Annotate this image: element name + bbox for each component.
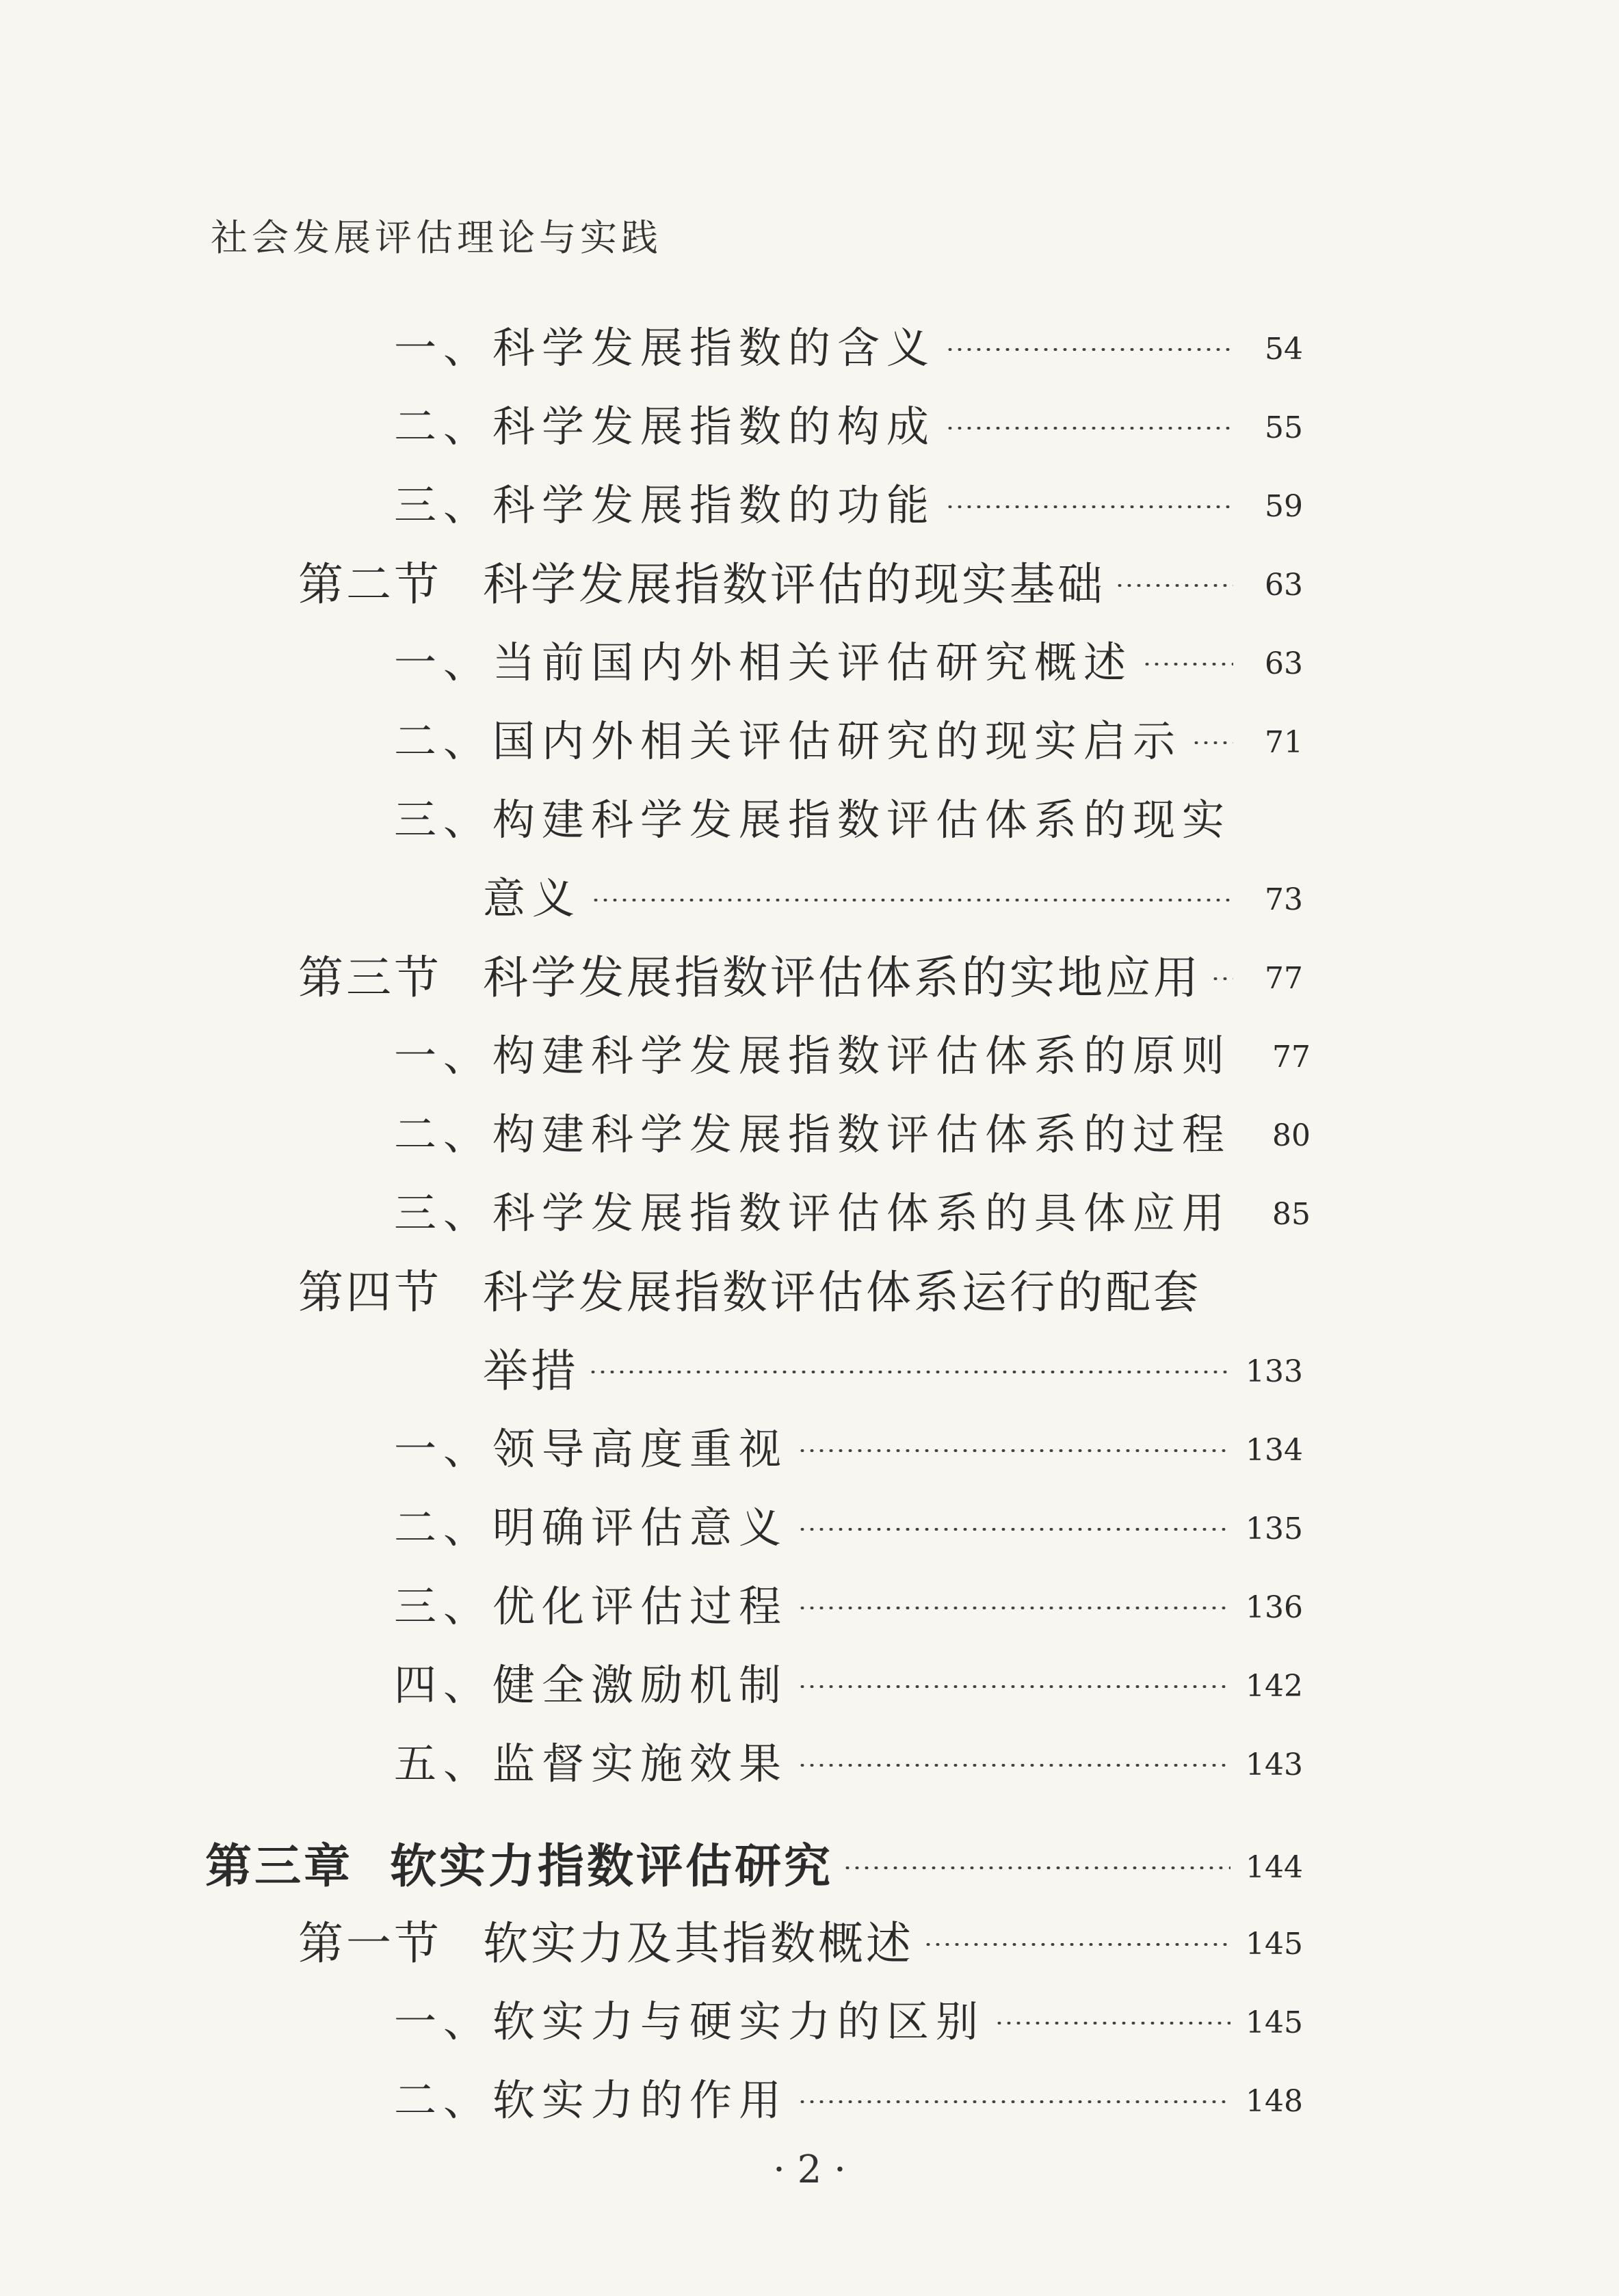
toc-entry bbox=[483, 867, 1303, 922]
toc-entry-number: 二、 bbox=[394, 715, 493, 766]
toc-entry-label: 构建科学发展指数评估体系的过程 bbox=[492, 1109, 1232, 1159]
toc-chapter bbox=[205, 1835, 1303, 1894]
toc-entry-number: 一、 bbox=[394, 637, 493, 687]
toc-entry-label: 领导高度重视 bbox=[492, 1423, 789, 1474]
toc-entry bbox=[394, 474, 1303, 529]
toc-entry-title bbox=[394, 1022, 1231, 1083]
toc-entry-label: 健全激励机制 bbox=[492, 1659, 789, 1710]
dot-leader bbox=[923, 1943, 1230, 1946]
dot-leader bbox=[995, 2022, 1230, 2024]
toc-entry-title bbox=[394, 1730, 788, 1791]
toc-entry-number: 三、 bbox=[394, 794, 493, 845]
toc-entry bbox=[394, 2069, 1303, 2124]
toc-entry-number: 一、 bbox=[394, 1996, 493, 2046]
toc-section bbox=[483, 1339, 1303, 1397]
toc-page-number: 135 bbox=[1246, 1511, 1303, 1546]
toc-entry-number: 第四节 bbox=[298, 1265, 442, 1319]
toc-page-number: 55 bbox=[1265, 410, 1303, 445]
toc-page-number: 77 bbox=[1265, 960, 1303, 996]
toc-entry-label: 意义 bbox=[483, 873, 582, 923]
toc-entry-number: 第一节 bbox=[298, 1916, 442, 1970]
toc-page-number: 85 bbox=[1272, 1196, 1311, 1232]
dot-leader bbox=[798, 1764, 1230, 1767]
toc-entry-title bbox=[298, 1256, 1201, 1321]
toc-page-number: 59 bbox=[1265, 488, 1303, 524]
toc-entry-title bbox=[298, 548, 1105, 613]
dot-leader bbox=[591, 899, 1233, 901]
toc-entry-title bbox=[394, 314, 936, 375]
toc-entry-label: 软实力及其指数概述 bbox=[483, 1916, 914, 1970]
dot-leader bbox=[843, 1866, 1230, 1869]
toc-page-number: 136 bbox=[1246, 1589, 1303, 1625]
toc-entry-number: 二、 bbox=[394, 401, 493, 451]
toc-entry-title bbox=[394, 1988, 985, 2048]
toc-page-number: 145 bbox=[1246, 2005, 1303, 2040]
toc-page-number: 71 bbox=[1265, 724, 1303, 760]
toc-entry-title bbox=[483, 1334, 579, 1399]
toc-page-number: 144 bbox=[1246, 1849, 1303, 1885]
toc-entry bbox=[394, 789, 1231, 843]
toc-entry-title bbox=[394, 707, 1182, 768]
toc-entry-label: 举措 bbox=[483, 1344, 579, 1397]
toc-entry-number: 第二节 bbox=[298, 557, 442, 611]
toc-entry-label: 科学发展指数评估的现实基础 bbox=[483, 557, 1105, 611]
toc-entry-number: 三、 bbox=[394, 479, 493, 530]
toc-entry bbox=[394, 1182, 1311, 1238]
dot-leader bbox=[798, 1685, 1230, 1688]
toc-entry bbox=[394, 1025, 1311, 1081]
toc-entry-title bbox=[298, 1907, 914, 1972]
toc-entry-title bbox=[394, 629, 1133, 689]
toc-entry bbox=[394, 1732, 1303, 1787]
dot-leader bbox=[798, 1449, 1230, 1452]
toc-section bbox=[298, 1912, 1303, 1970]
dot-leader bbox=[945, 427, 1233, 430]
toc-entry-number: 三、 bbox=[394, 1581, 493, 1631]
toc-entry-number: 第三章 bbox=[205, 1838, 354, 1894]
dot-leader bbox=[798, 1607, 1230, 1609]
toc-entry-title bbox=[483, 865, 581, 925]
toc-entry-label: 科学发展指数评估体系的实地应用 bbox=[483, 951, 1201, 1004]
toc-entry-label: 软实力与硬实力的区别 bbox=[492, 1996, 986, 2046]
toc-entry-title bbox=[394, 393, 936, 453]
toc-entry-number: 二、 bbox=[394, 1109, 493, 1159]
toc-entry-title bbox=[394, 1494, 788, 1555]
toc-entry bbox=[394, 395, 1303, 450]
dot-leader bbox=[945, 505, 1233, 508]
toc-entry bbox=[394, 1418, 1303, 1473]
toc-page-number: 63 bbox=[1265, 646, 1303, 681]
toc-page-number: 148 bbox=[1246, 2083, 1303, 2119]
page-number: · 2 · bbox=[773, 2148, 846, 2192]
toc-entry-number: 三、 bbox=[394, 1187, 493, 1238]
toc-entry-title bbox=[394, 1179, 1231, 1240]
dot-leader bbox=[798, 1528, 1230, 1531]
toc-entry-number: 一、 bbox=[394, 322, 493, 373]
toc-entry-label: 科学发展指数的功能 bbox=[492, 479, 936, 530]
toc-entry-number: 二、 bbox=[394, 1502, 493, 1553]
dot-leader bbox=[1192, 741, 1233, 744]
toc-entry-number: 二、 bbox=[394, 2074, 493, 2125]
toc-entry-title bbox=[394, 1415, 788, 1476]
toc-entry-title bbox=[205, 1830, 833, 1896]
toc-entry-label: 明确评估意义 bbox=[492, 1502, 789, 1553]
toc-entry-number: 一、 bbox=[394, 1423, 493, 1474]
toc-entry-label: 构建科学发展指数评估体系的原则 bbox=[492, 1030, 1232, 1081]
toc-page-number: 133 bbox=[1246, 1354, 1303, 1389]
toc-page-number: 134 bbox=[1246, 1432, 1303, 1468]
toc-entry-title bbox=[394, 786, 1231, 847]
toc-entry bbox=[394, 1103, 1311, 1159]
toc-entry bbox=[394, 631, 1303, 686]
toc-section bbox=[298, 946, 1303, 1004]
toc-entry-label: 科学发展指数的构成 bbox=[492, 401, 936, 451]
dot-leader bbox=[1142, 663, 1233, 665]
dot-leader bbox=[798, 2100, 1230, 2103]
toc-page-number: 143 bbox=[1246, 1747, 1303, 1782]
toc-entry bbox=[394, 1496, 1303, 1551]
dot-leader bbox=[1211, 977, 1233, 980]
dot-leader bbox=[945, 348, 1233, 351]
dot-leader bbox=[1115, 584, 1233, 587]
toc-entry bbox=[394, 1575, 1303, 1630]
toc-entry-title bbox=[394, 2066, 788, 2127]
toc-entry-label: 科学发展指数的含义 bbox=[492, 322, 936, 373]
toc-entry-label: 当前国内外相关评估研究概述 bbox=[492, 637, 1133, 687]
toc-entry-title bbox=[394, 1651, 788, 1712]
toc-entry-number: 四、 bbox=[394, 1659, 493, 1710]
toc-page-number: 63 bbox=[1265, 567, 1303, 603]
toc-entry bbox=[394, 1990, 1303, 2045]
toc-entry-label: 构建科学发展指数评估体系的现实 bbox=[492, 794, 1232, 845]
toc-entry-number: 第三节 bbox=[298, 951, 442, 1004]
toc-entry-number: 五、 bbox=[394, 1738, 493, 1789]
toc-page-number: 54 bbox=[1265, 331, 1303, 367]
toc-entry-label: 软实力的作用 bbox=[492, 2074, 789, 2125]
toc-section bbox=[298, 553, 1303, 611]
toc-entry-label: 科学发展指数评估体系的具体应用 bbox=[492, 1187, 1232, 1238]
toc-entry-label: 监督实施效果 bbox=[492, 1738, 789, 1789]
toc-entry-title bbox=[394, 1100, 1231, 1161]
toc-entry bbox=[394, 710, 1303, 765]
toc-entry-title bbox=[394, 1572, 788, 1633]
toc-entry-number: 一、 bbox=[394, 1030, 493, 1081]
toc-entry-label: 国内外相关评估研究的现实启示 bbox=[492, 715, 1183, 766]
toc-entry-label: 优化评估过程 bbox=[492, 1581, 789, 1631]
toc-page-number: 142 bbox=[1246, 1668, 1303, 1704]
dot-leader bbox=[588, 1371, 1230, 1373]
toc-entry bbox=[394, 1654, 1303, 1708]
toc-page-number: 77 bbox=[1272, 1039, 1311, 1074]
toc-entry-title bbox=[394, 471, 936, 532]
toc-page-number: 73 bbox=[1265, 882, 1303, 917]
toc-section bbox=[298, 1261, 1201, 1319]
toc-page-number: 145 bbox=[1246, 1926, 1303, 1962]
toc-entry bbox=[394, 317, 1303, 371]
running-head-title: 社会发展评估理论与实践 bbox=[211, 216, 662, 259]
toc-page-number: 80 bbox=[1272, 1118, 1311, 1153]
toc-entry-title bbox=[298, 941, 1201, 1006]
toc-entry-label: 软实力指数评估研究 bbox=[390, 1838, 834, 1894]
toc-entry-label: 科学发展指数评估体系运行的配套 bbox=[483, 1265, 1201, 1319]
